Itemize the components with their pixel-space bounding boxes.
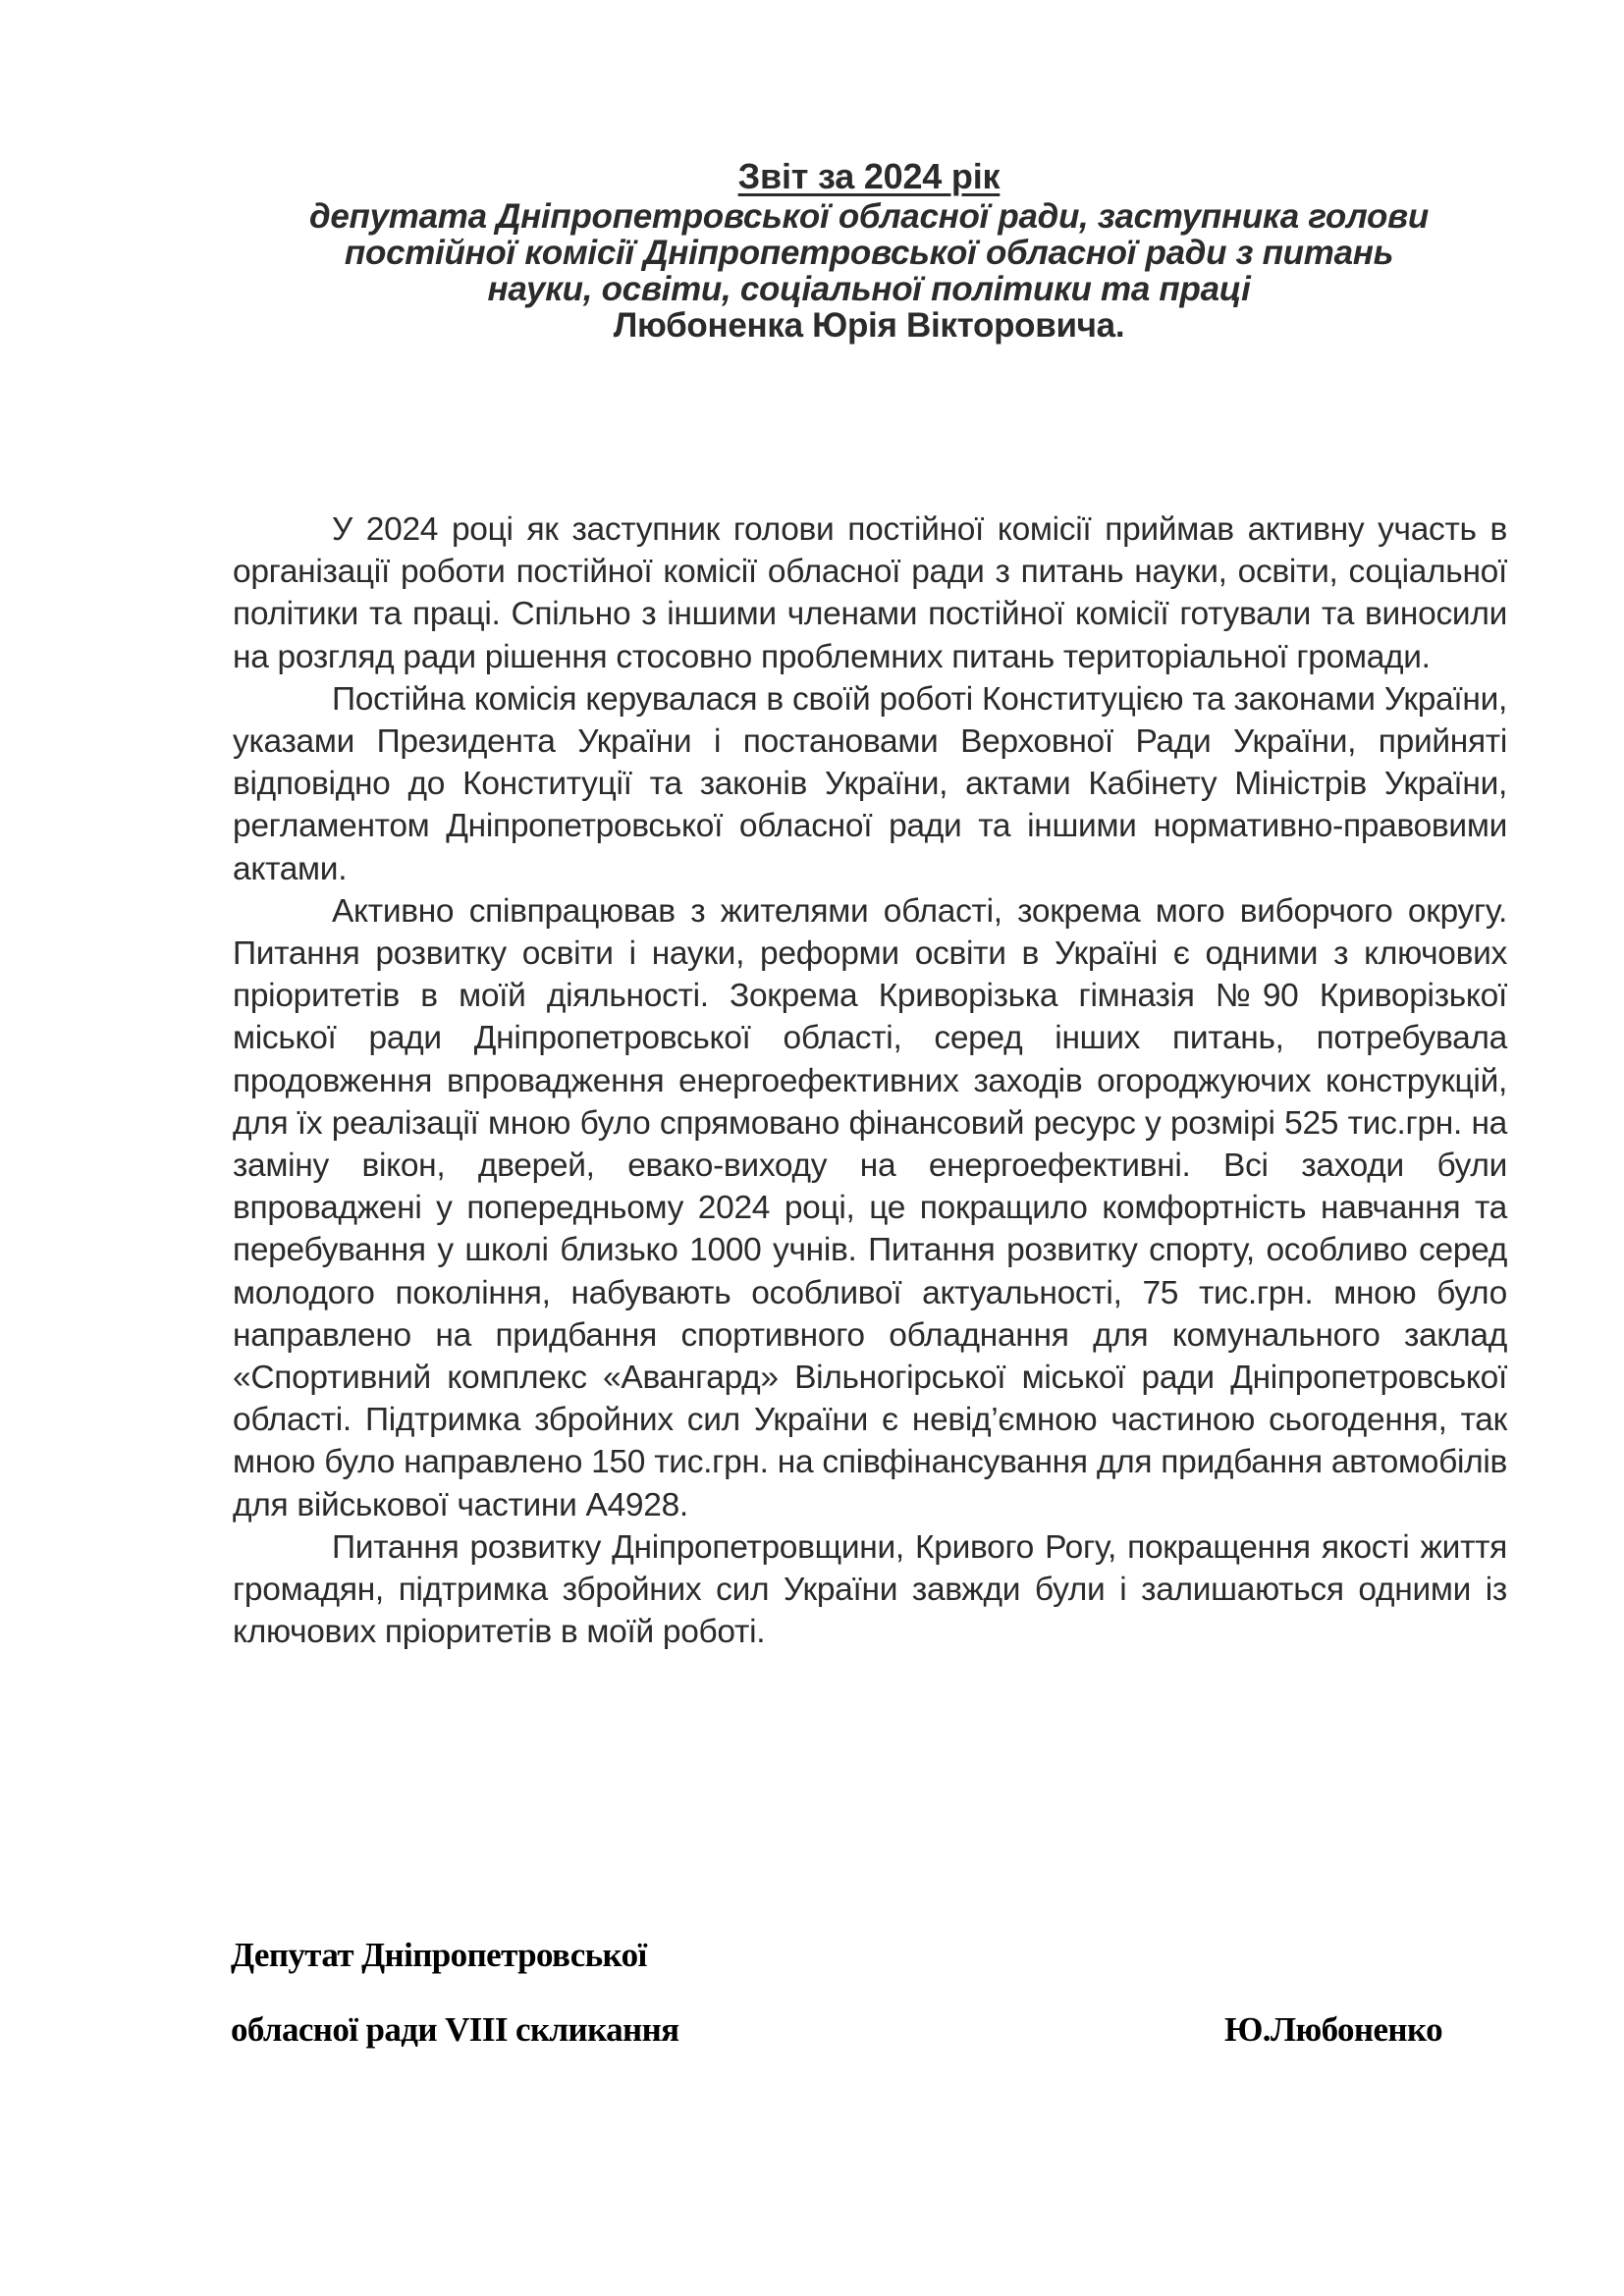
deputy-name: Любоненка Юрія Вікторовича. bbox=[613, 306, 1125, 345]
body-paragraph: Постійна комісія керувалася в своїй роботі Конституцією та законами України, указами Президента України і постановами Верховної Ради України, прийняті відповідно до Конституції та законів України, актами Кабінету Міністрів України, регламентом Дніпропетровської обласної ради та іншими нормативно-правовими актами. bbox=[233, 680, 1507, 887]
report-body bbox=[233, 508, 1507, 1653]
report-subtitle-line: депутата Дніпропетровської обласної ради, заступника голови bbox=[309, 197, 1429, 236]
signature-name: Ю.Любоненко bbox=[1224, 2010, 1442, 2049]
report-subtitle-line: науки, освіти, соціальної політики та праці bbox=[487, 270, 1251, 308]
report-header bbox=[226, 155, 1512, 344]
body-paragraph: Питання розвитку Дніпропетровщини, Кривого Рогу, покращення якості життя громадян, підтримка збройних сил України завжди були і залишаються одними із ключових пріоритетів в моїй роботі. bbox=[233, 1528, 1507, 1651]
signature-position-line2: обласної ради VIII скликання bbox=[231, 2010, 679, 2049]
report-subtitle-line: постійної комісії Дніпропетровської обласної ради з питань bbox=[344, 234, 1394, 272]
body-paragraph: Активно співпрацював з жителями області, зокрема мого виборчого округу. Питання розвитку освіти і науки, реформи освіти в Україні є одними з ключових пріоритетів в моїй діяльності. Зокрема Криворізька гімназія №90 Криворізької міської ради Дніпропетровської області, серед інших питань, потребувала продовження впровадження енергоефективних заходів огороджуючих конструкцій, для їх реалізації мною було спрямовано фінансовий ресурс у розмірі 525 тис.грн. на заміну вікон, дверей, евако-виходу на енергоефективні. Всі заходи були впроваджені у попередньому 2024 році, це покращило комфортність навчання та перебування у школі близько 1000 учнів. Питання розвитку спорту, особливо серед молодого покоління, набувають особливої актуальності, 75 тис.грн. мною було направлено на придбання спортивного обладнання для комунального заклад «Спортивний комплекс «Авангард» Вільногірської міської ради Дніпропетровської області. Підтримка збройних сил України є невід’ємною частиною сьогодення, так мною було направлено 150 тис.грн. на співфінансування для придбання автомобілів для військової частини А4928. bbox=[233, 892, 1507, 1523]
report-title: Звіт за 2024 рік bbox=[737, 156, 1001, 196]
signature-position-line1: Депутат Дніпропетровської bbox=[231, 1936, 647, 1974]
body-paragraph: У 2024 році як заступник голови постійної комісії приймав активну участь в організації роботи постійної комісії обласної ради з питань науки, освіти, соціальної політики та праці. Спільно з іншими членами постійної комісії готували та виносили на розгляд ради рішення стосовно проблемних питань територіальної громади. bbox=[233, 511, 1507, 675]
